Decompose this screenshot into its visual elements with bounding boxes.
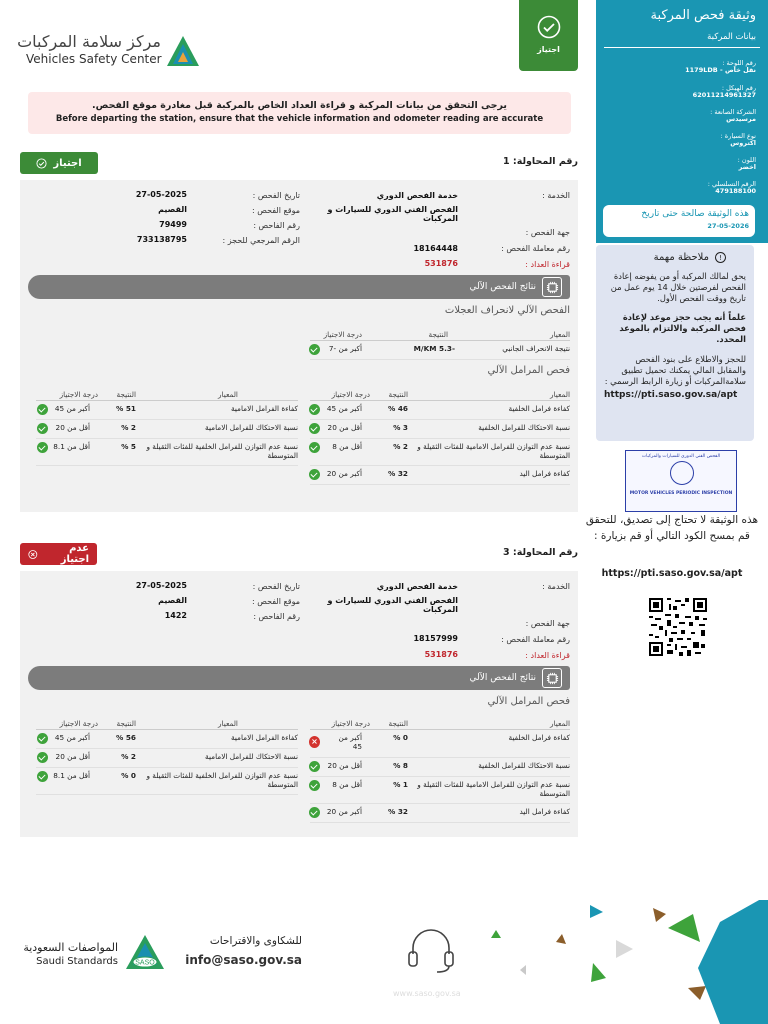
saso-logo-icon <box>124 933 166 973</box>
inspector-label: رقم الفاحص : <box>253 612 300 621</box>
location-label: موقع الفحص : <box>252 597 300 606</box>
date-label: تاريخ الفحص : <box>252 582 300 591</box>
booking-ref-label: الرقم المرجعي للحجز : <box>222 236 300 245</box>
table-row: كفاءة فرامل الخلفية 0 % أكبر من 45 × <box>310 730 570 758</box>
table-header: المعيار النتيجة درجة الاجتياز <box>310 327 570 341</box>
transaction-label: رقم معاملة الفحص : <box>501 244 570 253</box>
table-row: نسبة الاحتكاك للفرامل الخلفية 8 % أقل من 20 <box>310 758 570 777</box>
attempt-title: رقم المحاولة: 3 <box>502 547 578 558</box>
attempt-info-left <box>100 583 300 643</box>
saso-name-en: Saudi Standards <box>36 956 118 967</box>
verify-link[interactable]: https://pti.saso.gov.sa/apt <box>601 568 743 579</box>
chip-icon <box>542 668 562 688</box>
table-row: نسبة عدم التوازن للفرامل الامامية للفئات الثقيلة و المتوسطة 2 % أقل من 8 <box>310 439 570 466</box>
table-row: كفاءة الفرامل الامامية 56 % أكبر من 45 <box>36 730 298 749</box>
complaints-label: للشكاوى والاقتراحات <box>209 935 302 947</box>
odometer-value: 531876 <box>424 650 458 659</box>
note-paragraph: للحجز والاطلاع على بنود الفحص والمقابل المالي يمكنك تحميل تطبيق سلامةالمركبات أو زيارة الرابط الرسمي : <box>604 353 746 386</box>
alignment-table <box>310 327 570 360</box>
table-row: نسبة الاحتكاك للفرامل الامامية 2 % أقل من 20 <box>36 420 298 439</box>
note-header: ! ملاحظة مهمة <box>604 251 746 265</box>
pass-check-icon <box>309 442 320 453</box>
attempt-3-panel <box>20 571 578 837</box>
table-row: نتيجة الانحراف الجانبي -M/KM 5.3 أكبر من -7 <box>310 341 570 360</box>
pass-check-icon <box>309 469 320 480</box>
qr-code[interactable] <box>647 596 709 658</box>
pass-check-icon <box>309 761 320 772</box>
table-row: كفاءة فرامل اليد 32 % أكبر من 20 <box>310 466 570 485</box>
transaction-label: رقم معاملة الفحص : <box>501 635 570 644</box>
service-label: الخدمة : <box>542 582 570 591</box>
pass-check-icon <box>309 780 320 791</box>
validity-date: 27-05-2026 <box>707 222 749 230</box>
pass-check-icon <box>309 423 320 434</box>
results-section-title: نتائج الفحص الآلي <box>469 673 536 683</box>
verify-text: هذه الوثيقة لا تحتاج إلى تصديق، للتحقق قم بمسح الكود التالي أو قم بزيارة : <box>585 514 759 542</box>
brand-logo <box>17 32 201 72</box>
table-row: كفاءة فرامل الخلفية 46 % أكبر من 45 <box>310 401 570 420</box>
maker-field: الشركة الصانعة : مرسيدس <box>710 108 756 124</box>
location-value: القصيم <box>158 205 187 214</box>
vsc-logo-icon <box>165 34 201 68</box>
attempt-info-right <box>310 192 570 272</box>
booking-link[interactable]: https://pti.saso.gov.sa/apt <box>604 390 738 401</box>
overall-status-card <box>519 0 578 71</box>
inspector-value: 1422 <box>164 611 187 620</box>
contact-block <box>176 935 302 967</box>
table-row: نسبة الاحتكاك للفرامل الخلفية 3 % أقل من 20 <box>310 420 570 439</box>
attempt-1-panel <box>20 180 578 512</box>
note-paragraph: يحق لمالك المركبة أو من يفوضه إعادة الفحص لفرصتين خلال 14 يوم عمل من تاريخ ووقت الفحص الأول. <box>610 270 746 303</box>
important-note <box>596 245 754 441</box>
transaction-value: 18164448 <box>413 244 458 253</box>
date-label: تاريخ الفحص : <box>252 191 300 200</box>
pass-check-icon <box>309 344 320 355</box>
model-field: نوع السيارة : اكتروس <box>720 132 756 148</box>
chip-icon <box>542 277 562 297</box>
brakes-title: فحص المرامل الآلي <box>487 365 570 376</box>
service-value: خدمة الفحص الدوري <box>376 191 458 200</box>
table-row: نسبة عدم التوازن للفرامل الخلفية للفئات الثقيلة و المتوسطة 5 % أقل من 8.1 <box>36 439 298 466</box>
booking-ref-value: 733138795 <box>136 235 187 244</box>
table-row: كفاءة الفرامل الامامية 51 % أكبر من 45 <box>36 401 298 420</box>
pass-check-icon <box>37 771 48 782</box>
warning-text-ar: يرجى التحقق من بيانات المركبة و قراءة العداد الخاص بالمركبة قبل مغادرة موقع الفحص. <box>92 100 507 111</box>
overall-status-label: اجتياز <box>537 45 560 54</box>
location-label: موقع الفحص : <box>252 206 300 215</box>
table-header: المعيار النتيجة درجة الاجتياز <box>310 716 570 730</box>
entity-label: جهة الفحص : <box>525 619 570 628</box>
attempt-title: رقم المحاولة: 1 <box>502 156 578 167</box>
table-header: المعيار النتيجة درجة الاجتياز <box>310 387 570 401</box>
validity-box <box>603 205 755 237</box>
table-row: كفاءة فرامل اليد 32 % أكبر من 20 <box>310 804 570 823</box>
divider <box>604 47 760 48</box>
vehicle-data-title: بيانات المركبة <box>707 32 756 42</box>
table-row: نسبة الاحتكاك للفرامل الامامية 2 % أقل من 20 <box>36 749 298 768</box>
brakes-table-left <box>36 387 298 466</box>
brakes-table-left <box>36 716 298 795</box>
plate-field: رقم اللوحة : نقل خاص - 1179LDB <box>685 59 756 75</box>
alignment-title: الفحص الآلي لانحراف العجلات <box>444 305 570 316</box>
inspector-label: رقم الفاحص : <box>253 221 300 230</box>
car-icon <box>670 461 694 485</box>
fail-x-icon: × <box>309 736 320 748</box>
results-section-bar <box>28 666 570 690</box>
warning-text-en: Before departing the station, ensure that the vehicle information and odometer reading are accurate <box>55 114 544 124</box>
entity-value: الفحص الفني الدوري للسيارات و المركبات <box>327 596 458 614</box>
contact-email[interactable]: info@saso.gov.sa <box>185 953 302 967</box>
brand-name-ar: مركز سلامة المركبات <box>17 32 161 51</box>
chassis-field: رقم الهيكل : 62011214961327 <box>692 84 756 100</box>
pass-check-icon <box>37 733 48 744</box>
location-value: القصيم <box>158 596 187 605</box>
date-value: 27-05-2025 <box>135 581 187 590</box>
pass-check-icon <box>37 752 48 763</box>
service-label: الخدمة : <box>542 191 570 200</box>
attempt-info-right <box>310 583 570 663</box>
pass-check-icon <box>309 404 320 415</box>
serial-field: الرقم التسلسلي : 479188100 <box>707 180 756 196</box>
info-icon: ! <box>715 252 726 263</box>
attempt-info-left <box>100 192 300 262</box>
transaction-value: 18157999 <box>413 634 458 643</box>
date-value: 27-05-2025 <box>135 190 187 199</box>
brakes-table-right <box>310 716 570 823</box>
check-circle-icon <box>36 158 47 169</box>
attempt-status-badge: عدم اجتياز <box>20 543 97 565</box>
x-circle-icon <box>28 549 38 560</box>
table-header: المعيار النتيجة درجة الاجتياز <box>36 387 298 401</box>
saso-name-ar: المواصفات السعودية <box>23 941 118 954</box>
table-row: نسبة عدم التوازن للفرامل الخلفية للفئات الثقيلة و المتوسطة 0 % أقل من 8.1 <box>36 768 298 795</box>
attempt-1-header <box>20 152 578 174</box>
website-url[interactable]: www.saso.gov.sa <box>393 989 461 998</box>
results-section-bar <box>28 275 570 299</box>
check-circle-icon <box>537 15 561 39</box>
entity-value: الفحص الفني الدوري للسيارات و المركبات <box>327 205 458 223</box>
service-value: خدمة الفحص الدوري <box>376 582 458 591</box>
inspector-value: 79499 <box>159 220 187 229</box>
vehicle-document-panel <box>596 0 768 243</box>
headset-icon <box>403 924 459 976</box>
svg-text:SASO: SASO <box>135 959 155 967</box>
inspection-stamp: الفحص الفني الدوري للسيارات والمركبات MOTOR VEHICLES PERIODIC INSPECTION <box>625 450 737 512</box>
note-paragraph: علماً أنه يجب حجز موعد لإعادة فحص المركبة والالتزام بالموعد المحدد. <box>619 312 746 345</box>
table-header: المعيار النتيجة درجة الاجتياز <box>36 716 298 730</box>
odometer-label: قراءة العداد : <box>525 260 570 269</box>
pass-check-icon <box>37 404 48 415</box>
attempt-3-header <box>20 543 578 565</box>
odometer-value: 531876 <box>424 259 458 268</box>
pass-check-icon <box>309 807 320 818</box>
attempt-status-badge: اجتياز <box>20 152 98 174</box>
warning-banner <box>28 92 571 134</box>
saso-logo <box>23 933 166 973</box>
validity-text: هذه الوثيقة صالحة حتى تاريخ <box>641 209 749 219</box>
document-title: وثيقة فحص المركبة <box>650 8 756 23</box>
pass-check-icon <box>37 423 48 434</box>
brakes-table-right <box>310 387 570 485</box>
brakes-title: فحص المرامل الآلي <box>487 696 570 707</box>
decorative-shapes <box>488 900 768 1024</box>
brand-name-en: Vehicles Safety Center <box>26 52 162 66</box>
results-section-title: نتائج الفحص الآلي <box>469 282 536 292</box>
pass-check-icon <box>37 442 48 453</box>
table-row: نسبة عدم التوازن للفرامل الامامية للفئات الثقيلة و المتوسطة 1 % أقل من 8 <box>310 777 570 804</box>
odometer-label: قراءة العداد : <box>525 651 570 660</box>
color-field: اللون : اخضر <box>737 156 756 172</box>
entity-label: جهة الفحص : <box>525 228 570 237</box>
